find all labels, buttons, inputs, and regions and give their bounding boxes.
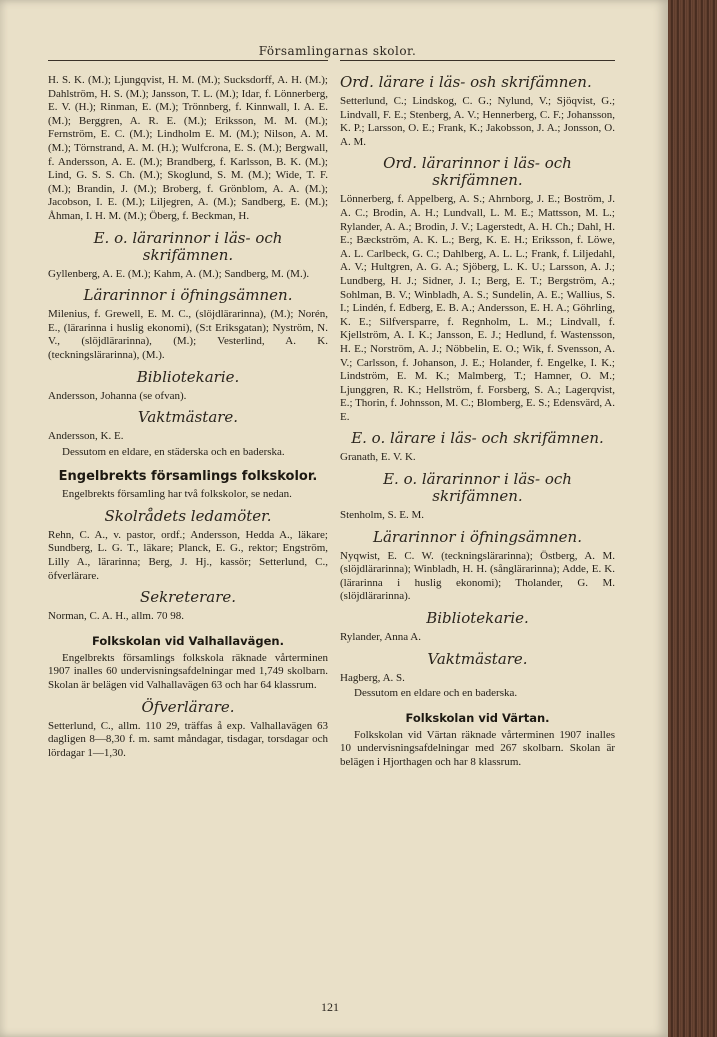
caretaker-entry: Andersson, K. E. <box>48 430 124 443</box>
librarian-entry: Andersson, Johanna (se ofvan). <box>48 389 187 402</box>
book-edge <box>668 0 717 1037</box>
section-heading: E. o. lärare i läs- och skrifämnen. <box>351 429 604 448</box>
teacher-list: H. S. K. (M.); Ljungqvist, H. M. (M.); Sucksdorff, A. H. (M.); Dahlström, H. S. (M.); Jansson, T. L. (M.); Idar, f. Lönnerberg, E. V. (H.); Rinman, E. (M.); Trönnberg, f. Kinnwall, I. A. E. (M.); Berggren, A. R. E. (M.); Eriksson, M. M. (M.); Fernström, E. C. (M.); Lindholm E. M. (M.); Nilson, A. M. (M.); Törnstrand, A. M. (H.); Wulfcrona, E. S. (M.); Bergwall, f. Andersson, A. E. (M.); Brandberg, f. Karlsson, B. K. (M.); Lind, G. S. S. Ch. (M.); Skoglund, S. M. (M.); Wide, T. F. (M.); Brandin, J. (M.); Broberg, f. Grönblom, A. A. (M.); Jacobson, I. E. (M.); Liljegren, A. (M.); Sandberg, E. (M.); Åhman, I. H. M. (M.); Öberg, f. Beckman, H. <box>48 74 328 222</box>
teacher-list: Setterlund, C.; Lindskog, C. G.; Nylund, V.; Sjöqvist, G.; Lindvall, F. E.; Stenberg, A. V.; Hennerberg, C. F.; Johansson, K. P.; Larsson, O. E.; Frank, K.; Jakobsson, J. A.; Jonsson, O. A. M. <box>340 95 615 148</box>
section-heading: Öfverlärare. <box>141 697 235 716</box>
teacher-list: Granath, E. V. K. <box>340 451 416 464</box>
teacher-list: Milenius, f. Grewell, E. M. C., (slöjdlärarinna), (M.); Norén, E., (lärarinna i huslig ekonomi), (S:t Eriksgatan); Nyström, N. V., (slöjdlärarinna), (M.); Vesterlind, A. K. (teckningslärarinna), (M.). <box>48 308 328 361</box>
section-heading: Vaktmästare. <box>427 649 528 668</box>
header-rule-right <box>340 60 615 61</box>
school-description: Folkskolan vid Värtan räknade vårterminen 1907 inalles 10 undervisningsafdelningar med 267 skolbarn. Skolan är belägen i Hjorthagen och har 8 klassrum. <box>340 728 615 768</box>
parish-intro: Engelbrekts församling har två folkskolor, se nedan. <box>62 488 292 501</box>
head-teacher-entry: Setterlund, C., allm. 110 29, träffas å exp. Valhallavägen 63 dagligen 8—8,30 f. m. samt måndagar, tisdagar, torsdagar och lördagar 1—1,30. <box>48 719 328 759</box>
school-heading: Folkskolan vid Värtan. <box>405 710 550 725</box>
teacher-list: Stenholm, S. E. M. <box>340 509 425 522</box>
section-heading: Skolrådets ledamöter. <box>104 506 272 525</box>
staff-note: Dessutom en eldare, en städerska och en baderska. <box>62 445 285 458</box>
teacher-list: Nyqwist, E. C. W. (teckningslärarinna); Östberg, A. M. (slöjdlärarinna); Winbladh, H. H. (sånglärarinna); Adde, E. K. (lärarinna i huslig ekonomi); Tholander, G. M. (slöjdlärarinna). <box>340 549 615 603</box>
staff-note: Dessutom en eldare och en baderska. <box>354 687 518 700</box>
parish-heading: Engelbrekts församlings folkskolor. <box>58 469 318 485</box>
school-description: Engelbrekts församlings folkskola räknade vårterminen 1907 inalles 60 undervisningsafdelningar med 1,749 skolbarn. Skolan är belägen vid Valhallavägen 63 och har 64 klassrum. <box>48 651 328 692</box>
teacher-list: Lönnerberg, f. Appelberg, A. S.; Ahrnborg, J. E.; Boström, J. A. C.; Brodin, A. H.; Lundvall, L. M. E.; Mattsson, M. L.; Rylander, A. A.; Brodin, J. V.; Lagerstedt, A. H. Ch.; Dahl, H. E.; Bæckström, A. K. L.; Berg, K. E. H.; Eriksson, f. Löwe, A. L. Carlbeck, G. C.; Dahlberg, A. L. L.; Frank, f. Liljedahl, A. V.; Hultgren, A. G. A.; Sjöberg, L. K. U.; Larsson, A. J.; Lundberg, H. J.; Sidner, J. I.; Berg, E. T.; Bergström, A.; Sohlman, B. V.; Winbladh, A. S.; Sundelin, A. E.; Wallius, S. I.; Lindén, f. Edberg, E. B. A.; Andersson, E. H. A.; Göhrling, K. E.; Silfversparre, f. Regnholm, L. M.; Lindvall, f. Kjellström, A. I. K.; Jansson, E. J.; Hedlund, f. Wastensson, H. E.; Norström, A. J.; Nöbbelin, E. O.; Wik, f. Svensson, A. V.; Carlsson, f. Johanson, J. E.; Holander, f. Engelke, I. K.; Lindström, E. M. K.; Malmberg, T.; Hamner, O. M.; Ljunggren, R. K.; Hellström, f. Forsberg, S. A.; Lagerqvist, E.; Thorin, f. Johnsson, M. C.; Blomberg, E. S.; Edensvärd, A. E. <box>340 193 615 423</box>
section-heading: Bibliotekarie. <box>136 367 240 386</box>
teacher-list: Gyllenberg, A. E. (M.); Kahm, A. (M.); Sandberg, M. (M.). <box>48 267 310 280</box>
running-header: Församlingarnas skolor. <box>258 44 417 58</box>
section-heading: Vaktmästare. <box>137 408 239 427</box>
secretary-entry: Norman, C. A. H., allm. 70 98. <box>48 610 184 623</box>
caretaker-entry: Hagberg, A. S. <box>340 671 405 684</box>
section-heading: Lärarinnor i öfningsämnen. <box>373 527 582 546</box>
page-number: 121 <box>321 1000 339 1014</box>
section-heading: Lärarinnor i öfningsämnen. <box>83 286 293 305</box>
left-column <box>48 74 328 762</box>
school-heading: Folkskolan vid Valhallavägen. <box>92 633 284 648</box>
right-column <box>340 74 615 772</box>
board-members: Rehn, C. A., v. pastor, ordf.; Andersson, Hedda A., läkare; Sundberg, L. G. T., läkare; Planck, E. G., rektor; Engström, Lilly A., lärarinna; Berg, J. Hj., kassör; Setterlund, C., öfverlärare. <box>48 528 328 582</box>
section-heading: Ord. lärarinnor i läs- och skrifämnen. <box>383 154 572 190</box>
section-heading: E. o. lärarinnor i läs- och skrifämnen. <box>383 470 572 506</box>
section-heading: E. o. lärarinnor i läs- och skrifämnen. <box>93 228 283 264</box>
section-heading: Sekreterare. <box>139 588 237 607</box>
section-heading: Ord. lärare i läs- osh skrifämnen. <box>340 73 592 91</box>
section-heading: Bibliotekarie. <box>426 609 529 628</box>
header-rule-left <box>48 60 328 61</box>
librarian-entry: Rylander, Anna A. <box>340 631 421 644</box>
